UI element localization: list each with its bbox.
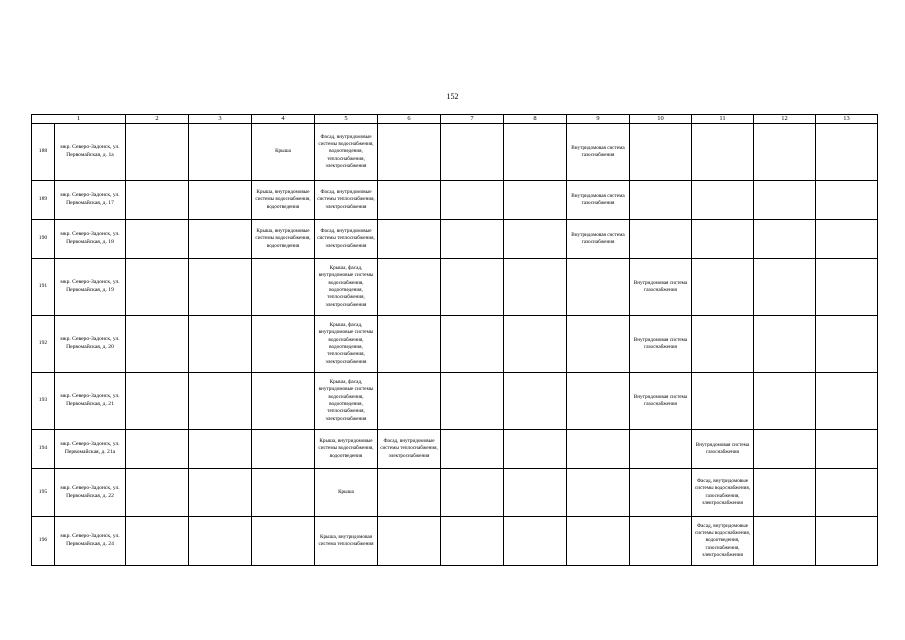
work-cell-col-6: Фасад, внутридомовые системы теплоснабжения, электроснабжения (378, 430, 441, 469)
work-cell-col-7 (441, 181, 504, 220)
work-cell-col-12 (754, 469, 816, 517)
column-header: 1 (32, 115, 126, 124)
column-header: 13 (816, 115, 878, 124)
work-cell-col-13 (816, 469, 878, 517)
work-cell-col-13 (816, 316, 878, 373)
table-row (32, 124, 878, 181)
column-header: 12 (754, 115, 816, 124)
address-cell: мкр. Северо-Задонск, ул. Первомайская, д. 17 (55, 181, 126, 220)
column-header: 9 (567, 115, 630, 124)
work-cell-col-13 (816, 181, 878, 220)
work-cell-col-12 (754, 259, 816, 316)
work-cell-col-13 (816, 430, 878, 469)
work-cell-col-3 (189, 181, 252, 220)
table-row (32, 316, 878, 373)
work-cell-col-11 (692, 181, 754, 220)
row-number: 192 (32, 316, 55, 373)
work-cell-col-10 (630, 124, 692, 181)
work-cell-col-10 (630, 181, 692, 220)
address-cell: мкр. Северо-Задонск, ул. Первомайская, д. 22 (55, 469, 126, 517)
column-header: 3 (189, 115, 252, 124)
work-cell-col-9: Внутридомовая система газоснабжения (567, 181, 630, 220)
work-cell-col-8 (504, 430, 567, 469)
work-cell-col-13 (816, 220, 878, 259)
work-cell-col-12 (754, 181, 816, 220)
table-row (32, 430, 878, 469)
column-header: 5 (315, 115, 378, 124)
work-cell-col-5: Крыша, фасад, внутридомовые системы водоснабжения, водоотведения, теплоснабжения, электроснабжения (315, 373, 378, 430)
work-cell-col-9 (567, 316, 630, 373)
page-number: 152 (446, 92, 459, 101)
work-cell-col-5: Крыша, фасад, внутридомовые системы водоснабжения, водоотведения, теплоснабжения, электроснабжения (315, 316, 378, 373)
work-cell-col-2 (126, 373, 189, 430)
work-cell-col-7 (441, 316, 504, 373)
work-cell-col-6 (378, 124, 441, 181)
work-cell-col-7 (441, 220, 504, 259)
work-cell-col-7 (441, 469, 504, 517)
work-cell-col-13 (816, 259, 878, 316)
table-row (32, 517, 878, 566)
repair-schedule-table (31, 114, 878, 566)
work-cell-col-11 (692, 316, 754, 373)
work-cell-col-8 (504, 220, 567, 259)
work-cell-col-5: Фасад, внутридомовые системы теплоснабжения, электроснабжения (315, 220, 378, 259)
row-number: 194 (32, 430, 55, 469)
work-cell-col-3 (189, 124, 252, 181)
work-cell-col-9 (567, 469, 630, 517)
work-cell-col-11 (692, 124, 754, 181)
work-cell-col-7 (441, 259, 504, 316)
work-cell-col-11: Фасад, внутридомовые системы водоснабжения, водоотведения, газоснабжения, электроснабжения (692, 517, 754, 566)
work-cell-col-10: Внутридомовая система газоснабжения (630, 373, 692, 430)
work-cell-col-6 (378, 259, 441, 316)
column-header: 2 (126, 115, 189, 124)
row-number: 188 (32, 124, 55, 181)
work-cell-col-2 (126, 259, 189, 316)
work-cell-col-2 (126, 124, 189, 181)
work-cell-col-5: Крыша, внутридомовые системы водоснабжения, водоотведения (315, 430, 378, 469)
work-cell-col-4 (252, 517, 315, 566)
address-cell: мкр. Северо-Задонск, ул. Первомайская, д. 21 (55, 373, 126, 430)
row-number: 189 (32, 181, 55, 220)
work-cell-col-10: Внутридомовая система газоснабжения (630, 316, 692, 373)
work-cell-col-6 (378, 316, 441, 373)
work-cell-col-3 (189, 220, 252, 259)
work-cell-col-3 (189, 517, 252, 566)
work-cell-col-13 (816, 124, 878, 181)
work-cell-col-4 (252, 430, 315, 469)
address-cell: мкр. Северо-Задонск, ул. Первомайская, д. 18 (55, 220, 126, 259)
work-cell-col-2 (126, 469, 189, 517)
work-cell-col-3 (189, 259, 252, 316)
work-cell-col-2 (126, 430, 189, 469)
work-cell-col-4 (252, 373, 315, 430)
work-cell-col-12 (754, 373, 816, 430)
work-cell-col-3 (189, 373, 252, 430)
work-cell-col-8 (504, 517, 567, 566)
work-cell-col-4: Крыша (252, 124, 315, 181)
work-cell-col-5: Фасад, внутридомовые системы теплоснабжения, электроснабжения (315, 181, 378, 220)
work-cell-col-3 (189, 469, 252, 517)
header-row (32, 115, 878, 124)
work-cell-col-8 (504, 181, 567, 220)
work-cell-col-4 (252, 259, 315, 316)
work-cell-col-12 (754, 124, 816, 181)
work-cell-col-11 (692, 220, 754, 259)
work-cell-col-8 (504, 124, 567, 181)
work-cell-col-7 (441, 124, 504, 181)
table-row (32, 373, 878, 430)
work-cell-col-3 (189, 316, 252, 373)
work-cell-col-3 (189, 430, 252, 469)
work-cell-col-9: Внутридомовая система газоснабжения (567, 124, 630, 181)
work-cell-col-2 (126, 517, 189, 566)
work-cell-col-8 (504, 469, 567, 517)
address-cell: мкр. Северо-Задонск, ул. Первомайская, д. 20 (55, 316, 126, 373)
work-cell-col-9 (567, 517, 630, 566)
work-cell-col-10 (630, 430, 692, 469)
column-header: 6 (378, 115, 441, 124)
work-cell-col-4 (252, 316, 315, 373)
row-number: 193 (32, 373, 55, 430)
row-number: 195 (32, 469, 55, 517)
work-cell-col-11: Фасад, внутридомовые системы водоснабжения, газоснабжения, электроснабжения (692, 469, 754, 517)
work-cell-col-4: Крыша, внутридомовые системы водоснабжения, водоотведения (252, 181, 315, 220)
work-cell-col-2 (126, 316, 189, 373)
work-cell-col-6 (378, 181, 441, 220)
work-cell-col-2 (126, 220, 189, 259)
work-cell-col-5: Крыша, внутридомовая система теплоснабжения (315, 517, 378, 566)
work-cell-col-7 (441, 373, 504, 430)
column-header: 11 (692, 115, 754, 124)
work-cell-col-12 (754, 316, 816, 373)
row-number: 191 (32, 259, 55, 316)
table-row (32, 259, 878, 316)
column-header: 8 (504, 115, 567, 124)
work-cell-col-4: Крыша, внутридомовые системы водоснабжения, водоотведения (252, 220, 315, 259)
work-cell-col-13 (816, 373, 878, 430)
work-cell-col-9 (567, 373, 630, 430)
work-cell-col-12 (754, 430, 816, 469)
work-cell-col-2 (126, 181, 189, 220)
work-cell-col-7 (441, 517, 504, 566)
work-cell-col-10: Внутридомовая система газоснабжения (630, 259, 692, 316)
work-cell-col-6 (378, 373, 441, 430)
work-cell-col-10 (630, 517, 692, 566)
work-cell-col-12 (754, 220, 816, 259)
row-number: 190 (32, 220, 55, 259)
address-cell: мкр. Северо-Задонск, ул. Первомайская, д. 1а (55, 124, 126, 181)
work-cell-col-9 (567, 430, 630, 469)
address-cell: мкр. Северо-Задонск, ул. Первомайская, д. 19 (55, 259, 126, 316)
address-cell: мкр. Северо-Задонск, ул. Первомайская, д. 21а (55, 430, 126, 469)
work-cell-col-10 (630, 220, 692, 259)
work-cell-col-5: Крыша, фасад, внутридомовые системы водоснабжения, водоотведения, теплоснабжения, электроснабжения (315, 259, 378, 316)
work-cell-col-11: Внутридомовая система газоснабжения (692, 430, 754, 469)
work-cell-col-8 (504, 259, 567, 316)
work-cell-col-5: Крыша (315, 469, 378, 517)
work-cell-col-8 (504, 373, 567, 430)
work-cell-col-12 (754, 517, 816, 566)
work-cell-col-8 (504, 316, 567, 373)
row-number: 196 (32, 517, 55, 566)
work-cell-col-4 (252, 469, 315, 517)
work-cell-col-9 (567, 259, 630, 316)
work-cell-col-6 (378, 220, 441, 259)
work-cell-col-6 (378, 517, 441, 566)
work-cell-col-6 (378, 469, 441, 517)
work-cell-col-11 (692, 373, 754, 430)
work-cell-col-7 (441, 430, 504, 469)
column-header: 7 (441, 115, 504, 124)
work-cell-col-11 (692, 259, 754, 316)
table-row (32, 220, 878, 259)
work-cell-col-10 (630, 469, 692, 517)
table-row (32, 181, 878, 220)
work-cell-col-13 (816, 517, 878, 566)
work-cell-col-9: Внутридомовая система газоснабжения (567, 220, 630, 259)
work-cell-col-5: Фасад, внутридомовые системы водоснабжения, водоотведения, теплоснабжения, электроснабжения (315, 124, 378, 181)
table-row (32, 469, 878, 517)
column-header: 10 (630, 115, 692, 124)
address-cell: мкр. Северо-Задонск, ул. Первомайская, д. 24 (55, 517, 126, 566)
column-header: 4 (252, 115, 315, 124)
